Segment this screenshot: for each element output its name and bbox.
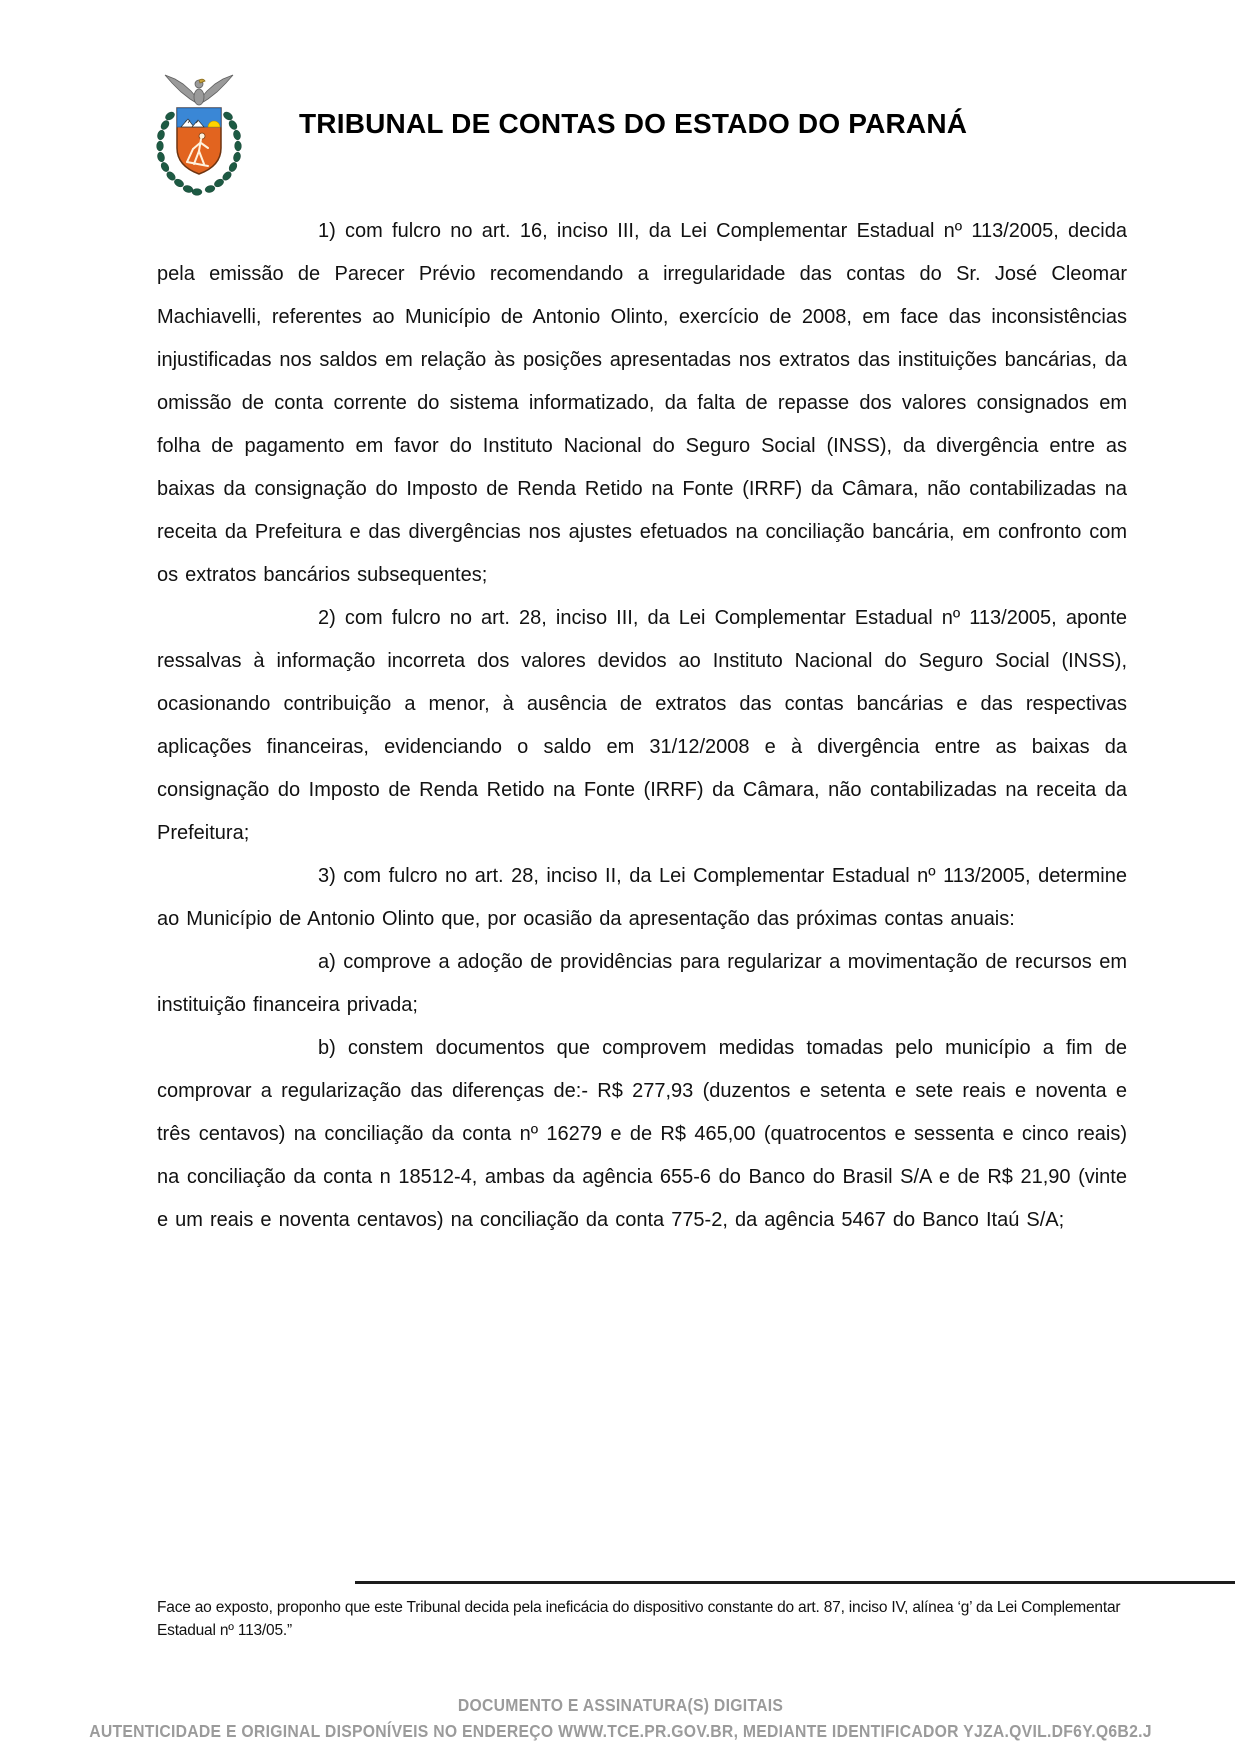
- page-title: TRIBUNAL DE CONTAS DO ESTADO DO PARANÁ: [299, 108, 968, 139]
- footnote-text: Face ao exposto, proponho que este Tribunal decida pela ineficácia do dispositivo constante do art. 87, inciso IV, alínea ‘g’ da Lei Complementar Estadual nº 113/05.”: [157, 1599, 1121, 1639]
- paragraph-item-3: 3) com fulcro no art. 28, inciso II, da Lei Complementar Estadual nº 113/2005, determine ao Município de Antonio Olinto que, por ocasião da apresentação das próximas contas anuais:: [157, 865, 1127, 930]
- parana-coat-of-arms-icon: [148, 70, 250, 200]
- paragraph-item-b: b) constem documentos que comprovem medidas tomadas pelo município a fim de comprovar a regularização das diferenças de:- R$ 277,93 (duzentos e setenta e sete reais e noventa e três centavos) na conciliação da conta nº 16279 e de R$ 465,00 (quatrocentos e sessenta e cinco reais) na conciliação da conta n 18512-4, ambas da agência 655-6 do Banco do Brasil S/A e de R$ 21,90 (vinte e um reais e noventa centavos) na conciliação da conta 775-2, da agência 5467 do Banco Itaú S/A;: [157, 1037, 1127, 1231]
- footer-line-2: AUTENTICIDADE E ORIGINAL DISPONÍVEIS NO ENDEREÇO WWW.TCE.PR.GOV.BR, MEDIANTE IDENTIFICADOR YJZA.QVIL.DF6Y.Q6B2.J: [89, 1721, 1152, 1741]
- digital-signature-footer: [62, 1692, 1179, 1744]
- paragraph-item-a: a) comprove a adoção de providências para regularizar a movimentação de recursos em instituição financeira privada;: [157, 951, 1127, 1016]
- paragraph-item-2: 2) com fulcro no art. 28, inciso III, da Lei Complementar Estadual nº 113/2005, aponte ressalvas à informação incorreta dos valores devidos ao Instituto Nacional do Seguro Social (INSS), ocasionando contribuição a menor, à ausência de extratos das contas bancárias e das respectivas aplicações financeiras, evidenciando o saldo em 31/12/2008 e à divergência entre as baixas da consignação do Imposto de Renda Retido na Fonte (IRRF) da Câmara, não contabilizadas na receita da Prefeitura;: [157, 607, 1127, 844]
- footer-line-1: DOCUMENTO E ASSINATURA(S) DIGITAIS: [457, 1695, 784, 1715]
- document-body: [157, 210, 1127, 1242]
- paragraph-item-1: 1) com fulcro no art. 16, inciso III, da Lei Complementar Estadual nº 113/2005, decida pela emissão de Parecer Prévio recomendando a irregularidade das contas do Sr. José Cleomar Machiavelli, referentes ao Município de Antonio Olinto, exercício de 2008, em face das inconsistências injustificadas nos saldos em relação às posições apresentadas nos extratos das instituições bancárias, da omissão de conta corrente do sistema informatizado, da falta de repasse dos valores consignados em folha de pagamento em favor do Instituto Nacional do Seguro Social (INSS), da divergência entre as baixas da consignação do Imposto de Renda Retido na Fonte (IRRF) da Câmara, não contabilizadas na receita da Prefeitura e das divergências nos ajustes efetuados na conciliação bancária, em confronto com os extratos bancários subsequentes;: [157, 220, 1127, 586]
- footnote-separator: [355, 1581, 1235, 1584]
